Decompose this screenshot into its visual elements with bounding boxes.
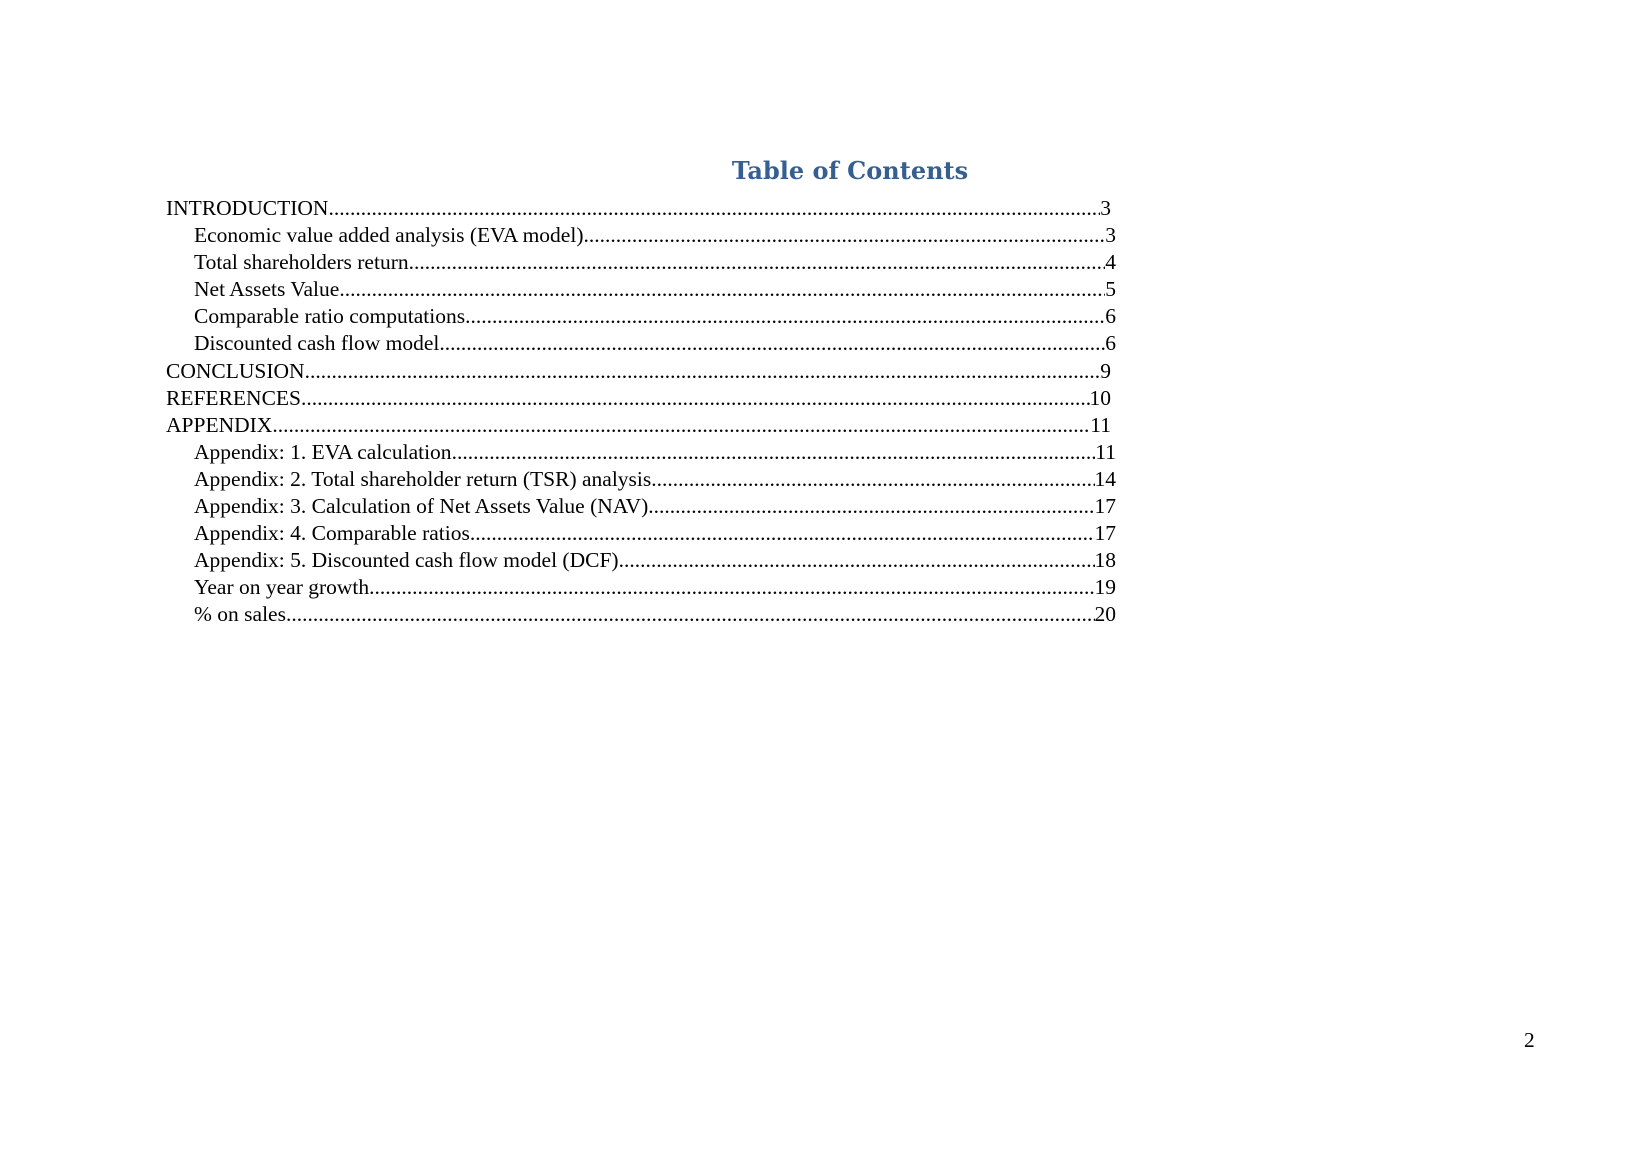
toc-entry-label: Total shareholders return xyxy=(194,250,409,275)
toc-dot-leader xyxy=(286,601,1095,628)
toc-entry-label: Comparable ratio computations xyxy=(194,304,466,329)
toc-dot-leader xyxy=(409,249,1106,276)
toc-entry-label: Appendix: 1. EVA calculation xyxy=(194,439,452,464)
toc-dot-leader xyxy=(305,358,1101,385)
toc-entry-label: Discounted cash flow model xyxy=(194,331,440,356)
toc-entry-label: INTRODUCTION xyxy=(166,196,329,220)
toc-entry-page: 17 xyxy=(1094,494,1116,519)
toc-entry-label: Appendix: 5. Discounted cash flow model (DCF) xyxy=(194,548,619,573)
toc-entry-page: 9 xyxy=(1100,358,1111,383)
toc-entry-page: 3 xyxy=(1105,223,1116,248)
toc-entry-page: 17 xyxy=(1094,521,1116,546)
page-number: 2 xyxy=(1524,1028,1535,1052)
toc-entry-appendix-dcf-model[interactable] xyxy=(166,547,1116,574)
toc-dot-leader xyxy=(470,520,1095,547)
toc-entry-net-assets-value[interactable] xyxy=(166,276,1116,303)
toc-entry-percent-on-sales[interactable] xyxy=(166,601,1116,628)
toc-entry-label: Net Assets Value xyxy=(194,277,340,302)
toc-entry-label: APPENDIX xyxy=(166,412,273,437)
toc-entry-appendix-eva-calculation[interactable] xyxy=(166,439,1116,466)
toc-entry-appendix-tsr-analysis[interactable] xyxy=(166,466,1116,493)
toc-entry-label: % on sales xyxy=(194,602,286,627)
toc-entry-page: 4 xyxy=(1105,250,1116,275)
toc-dot-leader xyxy=(584,222,1106,249)
toc-entry-eva-analysis[interactable] xyxy=(166,222,1116,249)
toc-entry-page: 3 xyxy=(1100,196,1111,220)
toc-dot-leader xyxy=(369,574,1094,601)
toc-entry-references[interactable] xyxy=(166,385,1116,412)
toc-entry-page: 19 xyxy=(1094,575,1116,600)
toc-dot-leader xyxy=(452,439,1096,466)
toc-entry-conclusion[interactable] xyxy=(166,358,1116,385)
toc-entry-page: 11 xyxy=(1090,412,1111,437)
toc-heading: Table of Contents xyxy=(731,156,969,185)
toc-entry-label: Appendix: 4. Comparable ratios xyxy=(194,521,470,546)
toc-entry-label: Appendix: 2. Total shareholder return (TSR) analysis xyxy=(194,466,652,491)
toc-entry-introduction[interactable] xyxy=(166,195,1116,222)
toc-dot-leader xyxy=(328,195,1100,222)
toc-dot-leader xyxy=(465,303,1105,330)
toc-entry-page: 6 xyxy=(1105,331,1116,356)
toc-entry-label: Year on year growth xyxy=(194,575,370,600)
toc-dot-leader xyxy=(619,547,1095,574)
toc-entry-label: Appendix: 3. Calculation of Net Assets Value (NAV) xyxy=(194,494,649,519)
toc-entry-appendix[interactable] xyxy=(166,412,1116,439)
toc-entry-page: 11 xyxy=(1095,439,1116,464)
toc-dot-leader xyxy=(648,493,1094,520)
toc-entry-appendix-comparable-ratios[interactable] xyxy=(166,520,1116,547)
toc-dot-leader xyxy=(439,330,1105,357)
toc-entry-appendix-nav-calculation[interactable] xyxy=(166,493,1116,520)
toc-entry-page: 20 xyxy=(1094,602,1116,627)
toc-entry-label: CONCLUSION xyxy=(166,358,305,383)
toc-dot-leader xyxy=(272,412,1090,439)
toc-entry-comparable-ratio[interactable] xyxy=(166,303,1116,330)
toc-entry-page: 14 xyxy=(1094,466,1116,491)
toc-entry-total-shareholders-return[interactable] xyxy=(166,249,1116,276)
toc-list xyxy=(166,195,1116,629)
toc-entry-page: 18 xyxy=(1094,548,1116,573)
toc-entry-page: 10 xyxy=(1089,385,1111,410)
toc-entry-page: 5 xyxy=(1105,277,1116,302)
toc-entry-label: REFERENCES xyxy=(166,385,301,410)
toc-entry-page: 6 xyxy=(1105,304,1116,329)
toc-dot-leader xyxy=(301,385,1090,412)
toc-entry-label: Economic value added analysis (EVA model) xyxy=(194,223,584,248)
toc-dot-leader xyxy=(339,276,1105,303)
toc-dot-leader xyxy=(651,466,1094,493)
toc-entry-year-on-year-growth[interactable] xyxy=(166,574,1116,601)
toc-entry-discounted-cash-flow[interactable] xyxy=(166,330,1116,357)
